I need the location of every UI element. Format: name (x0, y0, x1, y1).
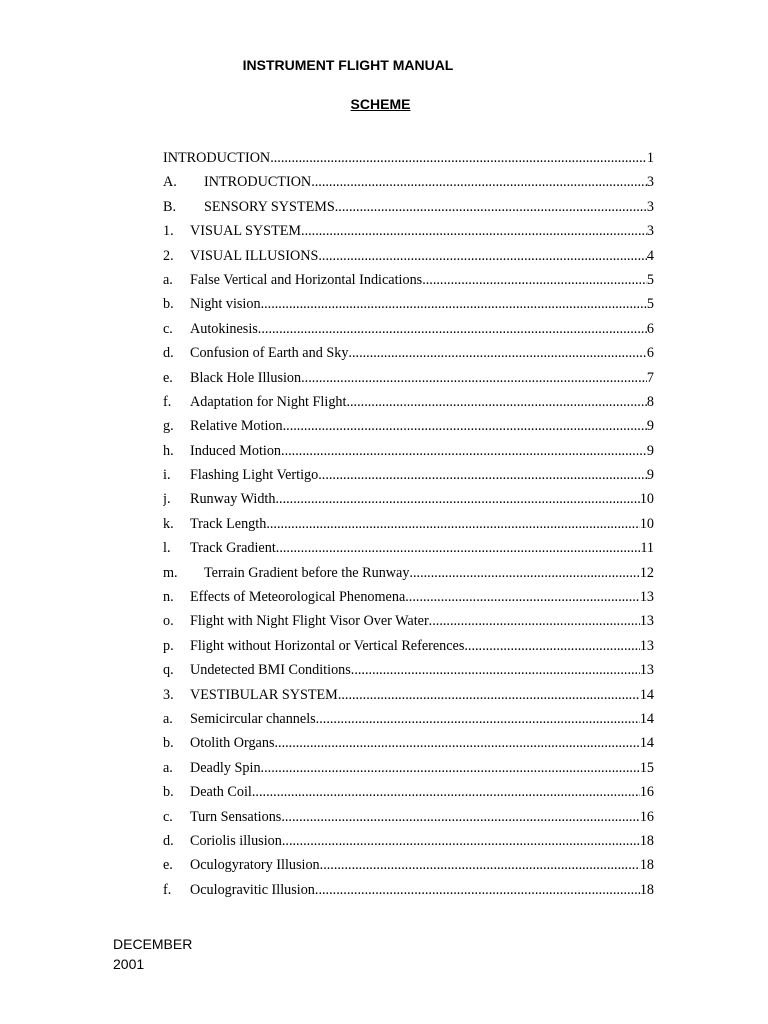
toc-entry-marker: a. (163, 710, 173, 727)
toc-entry-marker: b. (163, 296, 174, 313)
toc-dot-leader (275, 487, 639, 511)
toc-dot-leader (464, 634, 639, 658)
toc-entry-page: 8 (646, 393, 654, 410)
toc-entry-page: 13 (639, 637, 654, 654)
toc-entry-marker: e. (163, 369, 173, 386)
toc-dot-leader (429, 609, 640, 633)
toc-entry (163, 585, 654, 609)
toc-entry (163, 829, 654, 853)
toc-entry (163, 536, 654, 560)
toc-entry-marker: h. (163, 442, 174, 459)
toc-entry-label: Coriolis illusion (190, 832, 282, 849)
toc-entry (163, 707, 654, 731)
toc-dot-leader (301, 219, 647, 243)
toc-dot-leader (266, 512, 639, 536)
toc-entry-label: Undetected BMI Conditions (190, 662, 351, 679)
toc-dot-leader (311, 170, 647, 194)
toc-entry (163, 414, 654, 438)
toc-entry-marker: q. (163, 662, 174, 679)
toc-entry-page: 14 (639, 710, 654, 727)
toc-entry (163, 487, 654, 511)
toc-entry-page: 3 (646, 174, 654, 191)
toc-entry-marker: 3. (163, 686, 174, 703)
toc-entry-page: 6 (646, 345, 654, 362)
toc-entry (163, 683, 654, 707)
toc-entry-marker: 2. (163, 247, 174, 264)
toc-entry-label: Terrain Gradient before the Runway (204, 564, 410, 581)
toc-entry (163, 658, 654, 682)
toc-entry-marker: k. (163, 515, 174, 532)
toc-entry-label: Autokinesis (190, 320, 258, 337)
toc-entry (163, 366, 654, 390)
toc-entry-page: 13 (639, 662, 654, 679)
toc-entry (163, 780, 654, 804)
toc-entry (163, 853, 654, 877)
toc-entry-marker: d. (163, 345, 174, 362)
toc-entry-page: 3 (646, 223, 654, 240)
toc-entry-marker: c. (163, 808, 173, 825)
toc-entry-page: 1 (646, 150, 654, 166)
toc-entry (163, 341, 654, 365)
toc-entry-label: Adaptation for Night Flight (190, 393, 347, 410)
toc-entry-page: 14 (639, 735, 654, 752)
toc-entry-label: False Vertical and Horizontal Indications (190, 271, 423, 288)
toc-entry-label: Otolith Organs (190, 735, 275, 752)
toc-dot-leader (252, 780, 640, 804)
toc-entry-label: Runway Width (190, 491, 276, 508)
toc-entry-label: Death Coil (190, 784, 252, 801)
toc-entry-marker: 1. (163, 223, 174, 240)
toc-entry (163, 756, 654, 780)
toc-entry (163, 390, 654, 414)
toc-entry-label: Flashing Light Vertigo (190, 467, 319, 484)
toc-entry-label: Oculogyratory Illusion (190, 857, 320, 874)
toc-dot-leader (274, 731, 639, 755)
toc-entry-marker: c. (163, 320, 173, 337)
toc-entry-label: SENSORY SYSTEMS (204, 198, 335, 215)
toc-entry-page: 13 (639, 613, 654, 630)
toc-entry (163, 634, 654, 658)
toc-entry-label: Effects of Meteorological Phenomena (190, 589, 406, 606)
toc-dot-leader (409, 561, 639, 585)
toc-entry-page: 4 (646, 247, 654, 264)
footer-year: 2001 (113, 956, 145, 972)
toc-entry-label: Turn Sensations (190, 808, 282, 825)
toc-entry-label: VESTIBULAR SYSTEM (190, 686, 338, 703)
toc-dot-leader (261, 756, 640, 780)
toc-dot-leader (276, 536, 641, 560)
toc-entry-marker: n. (163, 589, 174, 606)
document-title: INSTRUMENT FLIGHT MANUAL (242, 57, 454, 73)
toc-entry-marker: g. (163, 418, 174, 435)
toc-dot-leader (346, 390, 646, 414)
toc-entry-page: 5 (646, 271, 654, 288)
toc-dot-leader (348, 341, 646, 365)
toc-entry-label: Deadly Spin (190, 759, 261, 776)
toc-dot-leader (318, 463, 647, 487)
toc-entry (163, 170, 654, 194)
toc-dot-leader (405, 585, 640, 609)
toc-dot-leader (258, 317, 647, 341)
footer-date (113, 934, 192, 974)
toc-entry-marker: a. (163, 759, 173, 776)
toc-entry-page: 11 (640, 540, 654, 557)
toc-entry-marker: e. (163, 857, 173, 874)
toc-entry-marker: f. (163, 393, 172, 410)
toc-entry-label: Black Hole Illusion (190, 369, 302, 386)
toc-entry-label: Night vision (190, 296, 261, 313)
toc-dot-leader (338, 683, 640, 707)
toc-entry-marker: p. (163, 637, 174, 654)
toc-entry (163, 561, 654, 585)
toc-dot-leader (422, 268, 647, 292)
toc-dot-leader (282, 829, 640, 853)
toc-entry (163, 878, 654, 902)
toc-entry-marker: l. (163, 540, 171, 557)
toc-entry-page: 3 (646, 198, 654, 215)
document-subtitle: SCHEME (350, 96, 411, 112)
toc-entry-label: Induced Motion (190, 442, 282, 459)
toc-entry (163, 805, 654, 829)
toc-entry-marker: m. (163, 564, 178, 581)
toc-dot-leader (351, 658, 640, 682)
toc-dot-leader (301, 366, 647, 390)
toc-entry-page: 5 (646, 296, 654, 313)
toc-entry (163, 512, 654, 536)
toc-entry-marker: j. (163, 491, 171, 508)
toc-dot-leader (283, 414, 647, 438)
footer-month: DECEMBER (113, 936, 193, 952)
toc-entry-page: 10 (639, 491, 654, 508)
toc-entry-marker: d. (163, 832, 174, 849)
toc-entry (163, 731, 654, 755)
toc-entry (163, 463, 654, 487)
toc-entry-page: 16 (639, 784, 654, 801)
toc-dot-leader (281, 805, 639, 829)
toc-entry (163, 609, 654, 633)
toc-entry-marker: f. (163, 881, 172, 898)
toc-entry (163, 268, 654, 292)
table-of-contents (163, 146, 654, 902)
toc-entry-marker: B. (163, 198, 177, 215)
toc-entry-page: 10 (639, 515, 654, 532)
toc-entry-page: 7 (646, 369, 654, 386)
toc-entry (163, 439, 654, 463)
toc-entry-marker: b. (163, 784, 174, 801)
toc-entry (163, 292, 654, 316)
toc-entry-page: 15 (639, 759, 654, 776)
toc-entry-label: Oculogravitic Illusion (190, 881, 315, 898)
toc-entry-label: Relative Motion (190, 418, 283, 435)
toc-entry-page: 9 (646, 467, 654, 484)
toc-entry-page: 9 (646, 418, 654, 435)
toc-entry-page: 9 (646, 442, 654, 459)
toc-entry-marker: i. (163, 467, 171, 484)
toc-entry-label: Flight without Horizontal or Vertical References (190, 637, 465, 654)
toc-entry-label: VISUAL SYSTEM (190, 223, 302, 240)
toc-dot-leader (318, 244, 647, 268)
toc-entry-label: VISUAL ILLUSIONS (190, 247, 319, 264)
toc-dot-leader (270, 146, 647, 170)
toc-entry-page: 14 (639, 686, 654, 703)
toc-entry-label: Semicircular channels (190, 710, 316, 727)
toc-entry-label: Confusion of Earth and Sky (190, 345, 349, 362)
toc-dot-leader (316, 707, 640, 731)
toc-entry-label: Track Length (190, 515, 267, 532)
toc-entry-page: 18 (639, 857, 654, 874)
toc-entry-page: 12 (639, 564, 654, 581)
toc-entry-marker: b. (163, 735, 174, 752)
toc-dot-leader (281, 439, 647, 463)
toc-entry (163, 244, 654, 268)
toc-dot-leader (315, 878, 640, 902)
toc-entry (163, 317, 654, 341)
toc-entry (163, 146, 654, 170)
toc-entry-page: 13 (639, 589, 654, 606)
toc-entry-page: 16 (639, 808, 654, 825)
toc-entry-label: Flight with Night Flight Visor Over Water (190, 613, 429, 630)
toc-entry-label: INTRODUCTION (204, 174, 312, 191)
toc-entry-label: Track Gradient (190, 540, 276, 557)
toc-entry-label: INTRODUCTION (163, 150, 271, 166)
toc-entry-marker: A. (163, 174, 177, 191)
toc-entry (163, 195, 654, 219)
toc-dot-leader (320, 853, 640, 877)
toc-dot-leader (335, 195, 647, 219)
toc-entry (163, 219, 654, 243)
toc-entry-page: 18 (639, 832, 654, 849)
toc-entry-marker: o. (163, 613, 174, 630)
toc-dot-leader (261, 292, 647, 316)
toc-entry-page: 6 (646, 320, 654, 337)
toc-entry-page: 18 (639, 881, 654, 898)
toc-entry-marker: a. (163, 271, 173, 288)
